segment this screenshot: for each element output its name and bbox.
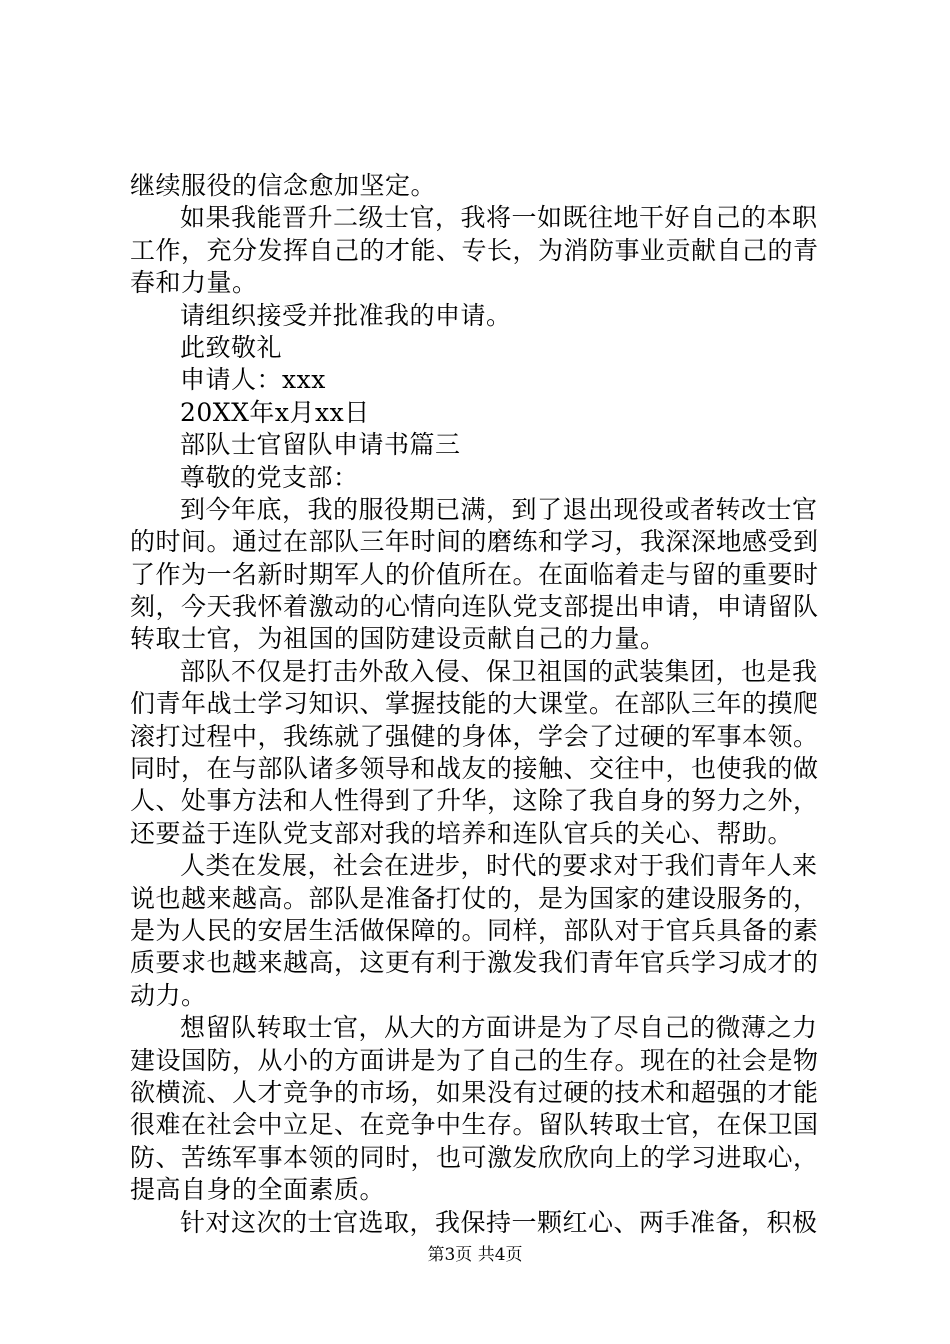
text-line: 防、苦练军事本领的同时，也可激发欣欣向上的学习进取心， <box>130 1142 819 1172</box>
text-line: 们青年战士学习知识、掌握技能的大课堂。在部队三年的摸爬 <box>130 689 819 719</box>
text-line: 同时，在与部队诸多领导和战友的接触、交往中，也使我的做 <box>130 754 819 784</box>
text-line: 春和力量。 <box>130 268 258 298</box>
text-line: 请组织接受并批准我的申请。 <box>180 300 512 330</box>
text-line: 是为人民的安居生活做保障的。同样，部队对于官兵具备的素 <box>130 915 819 945</box>
text-line: 欲横流、人才竞争的市场，如果没有过硬的技术和超强的才能 <box>130 1077 819 1107</box>
text-line: 部队士官留队申请书篇三 <box>180 430 461 460</box>
text-line: 转取士官，为祖国的国防建设贡献自己的力量。 <box>130 624 666 654</box>
text-line: 说也越来越高。部队是准备打仗的，是为国家的建设服务的， <box>130 883 819 913</box>
text-line: 此致敬礼 <box>180 332 283 362</box>
document-body <box>130 170 830 1239</box>
text-line: 如果我能晋升二级士官，我将一如既往地干好自己的本职 <box>180 203 818 233</box>
text-line: 人、处事方法和人性得到了升华，这除了我自身的努力之外， <box>130 786 819 816</box>
text-line: 滚打过程中，我练就了强健的身体，学会了过硬的军事本领。 <box>130 721 819 751</box>
text-line: 了作为一名新时期军人的价值所在。在面临着走与留的重要时 <box>130 559 819 589</box>
text-line: 建设国防，从小的方面讲是为了自己的生存。现在的社会是物 <box>130 1045 819 1075</box>
text-line: 针对这次的士官选取，我保持一颗红心、两手准备，积极 <box>180 1207 818 1237</box>
text-line: 质要求也越来越高，这更有利于激发我们青年官兵学习成才的 <box>130 948 819 978</box>
text-line: 继续服役的信念愈加坚定。 <box>130 171 437 200</box>
text-line: 人类在发展，社会在进步，时代的要求对于我们青年人来 <box>180 851 818 881</box>
text-line: 还要益于连队党支部对我的培养和连队官兵的关心、帮助。 <box>130 818 794 848</box>
text-line: 动力。 <box>130 980 207 1010</box>
text-line: 的时间。通过在部队三年时间的磨练和学习，我深深地感受到 <box>130 527 819 557</box>
text-line: 很难在社会中立足、在竞争中生存。留队转取士官，在保卫国 <box>130 1110 819 1140</box>
page-footer: 第3页 共4页 <box>427 1245 523 1265</box>
text-line: 20XX年x月xx日 <box>180 397 370 427</box>
text-line: 工作，充分发挥自己的才能、专长，为消防事业贡献自己的青 <box>130 235 819 265</box>
text-line: 部队不仅是打击外敌入侵、保卫祖国的武装集团，也是我 <box>180 656 818 686</box>
text-line: 到今年底，我的服役期已满，到了退出现役或者转改士官 <box>180 494 818 524</box>
text-line: 申请人：xxx <box>180 365 326 395</box>
text-line: 提高自身的全面素质。 <box>130 1175 386 1205</box>
text-line: 刻，今天我怀着激动的心情向连队党支部提出申请，申请留队 <box>130 592 819 622</box>
text-line: 尊敬的党支部： <box>180 462 359 492</box>
text-line: 想留队转取士官，从大的方面讲是为了尽自己的微薄之力 <box>180 1013 818 1043</box>
